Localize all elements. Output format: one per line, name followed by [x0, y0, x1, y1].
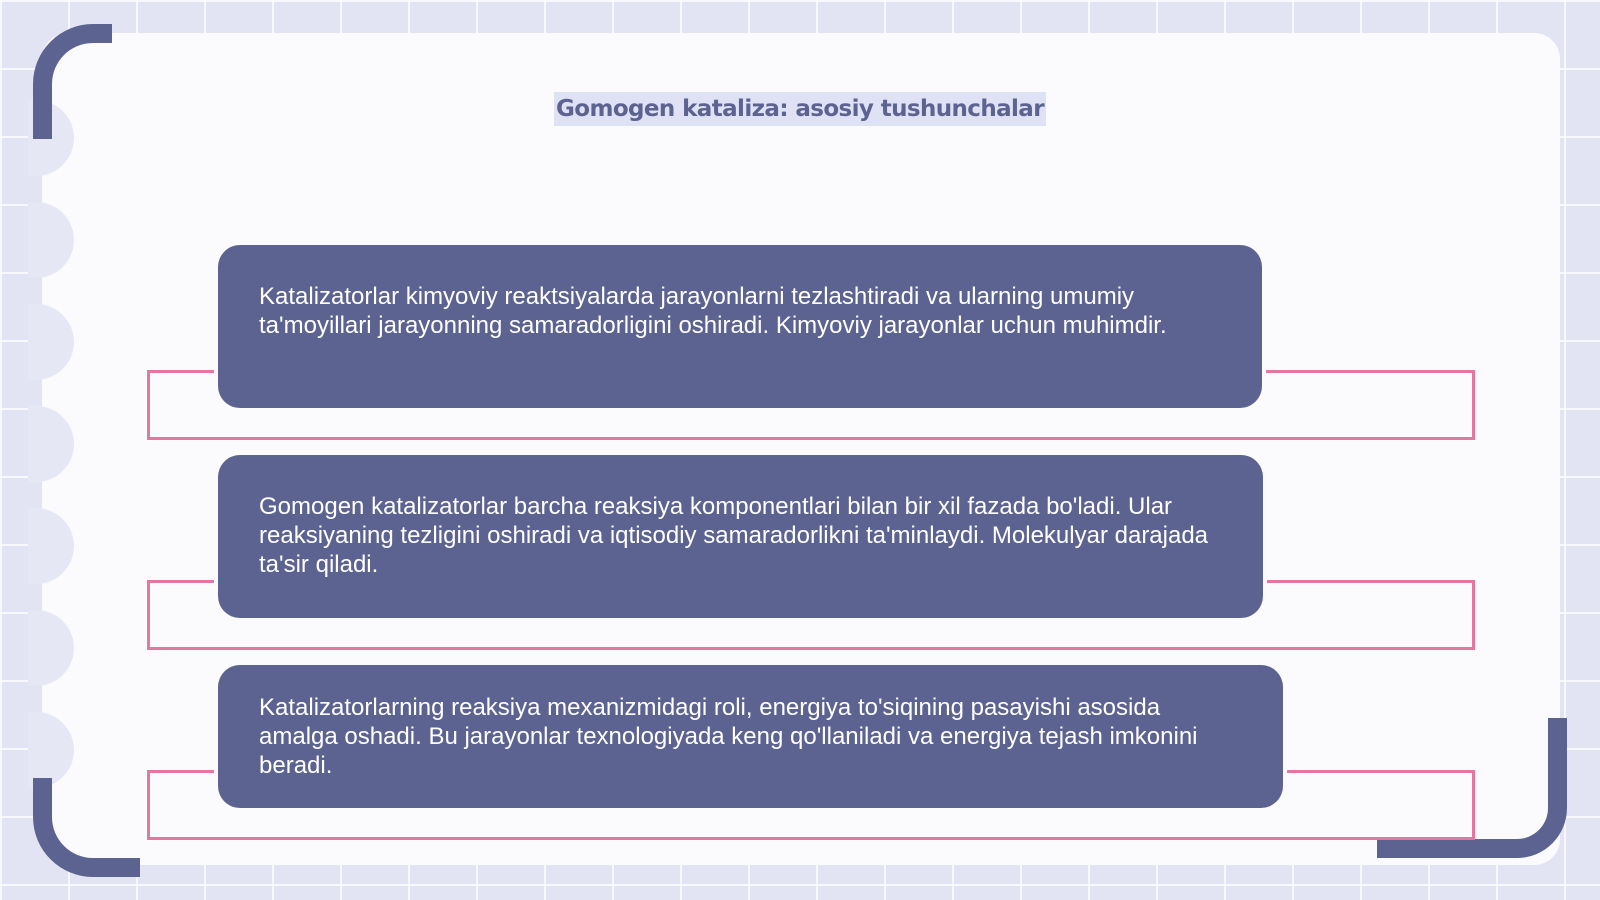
title-container: [0, 92, 1600, 126]
text-card-3: [218, 665, 1283, 808]
corner-bracket-bottom-left: [33, 778, 140, 877]
text-card-1: [218, 245, 1262, 408]
slide-title: Gomogen kataliza: asosiy tushunchalar: [554, 92, 1046, 126]
card-text: Katalizatorlar kimyoviy reaktsiyalarda jarayonlarni tezlashtiradi va ularning umumiy ta'moyillari jarayonning samaradorligini oshiradi. Kimyoviy jarayonlar uchun muhimdir.: [259, 283, 1167, 339]
card-text: Gomogen katalizatorlar barcha reaksiya komponentlari bilan bir xil fazada bo'ladi. Ular reaksiyaning tezligini oshiradi va iqtisodiy samaradorlikni ta'minlaydi. Molekulyar darajada ta'sir qiladi.: [259, 493, 1209, 578]
text-card-2: [218, 455, 1263, 618]
card-text: Katalizatorlarning reaksiya mexanizmidagi roli, energiya to'siqining pasayishi asosida amalga oshadi. Bu jarayonlar texnologiyada keng qo'llaniladi va energiya tejash imkonini beradi.: [259, 694, 1198, 779]
